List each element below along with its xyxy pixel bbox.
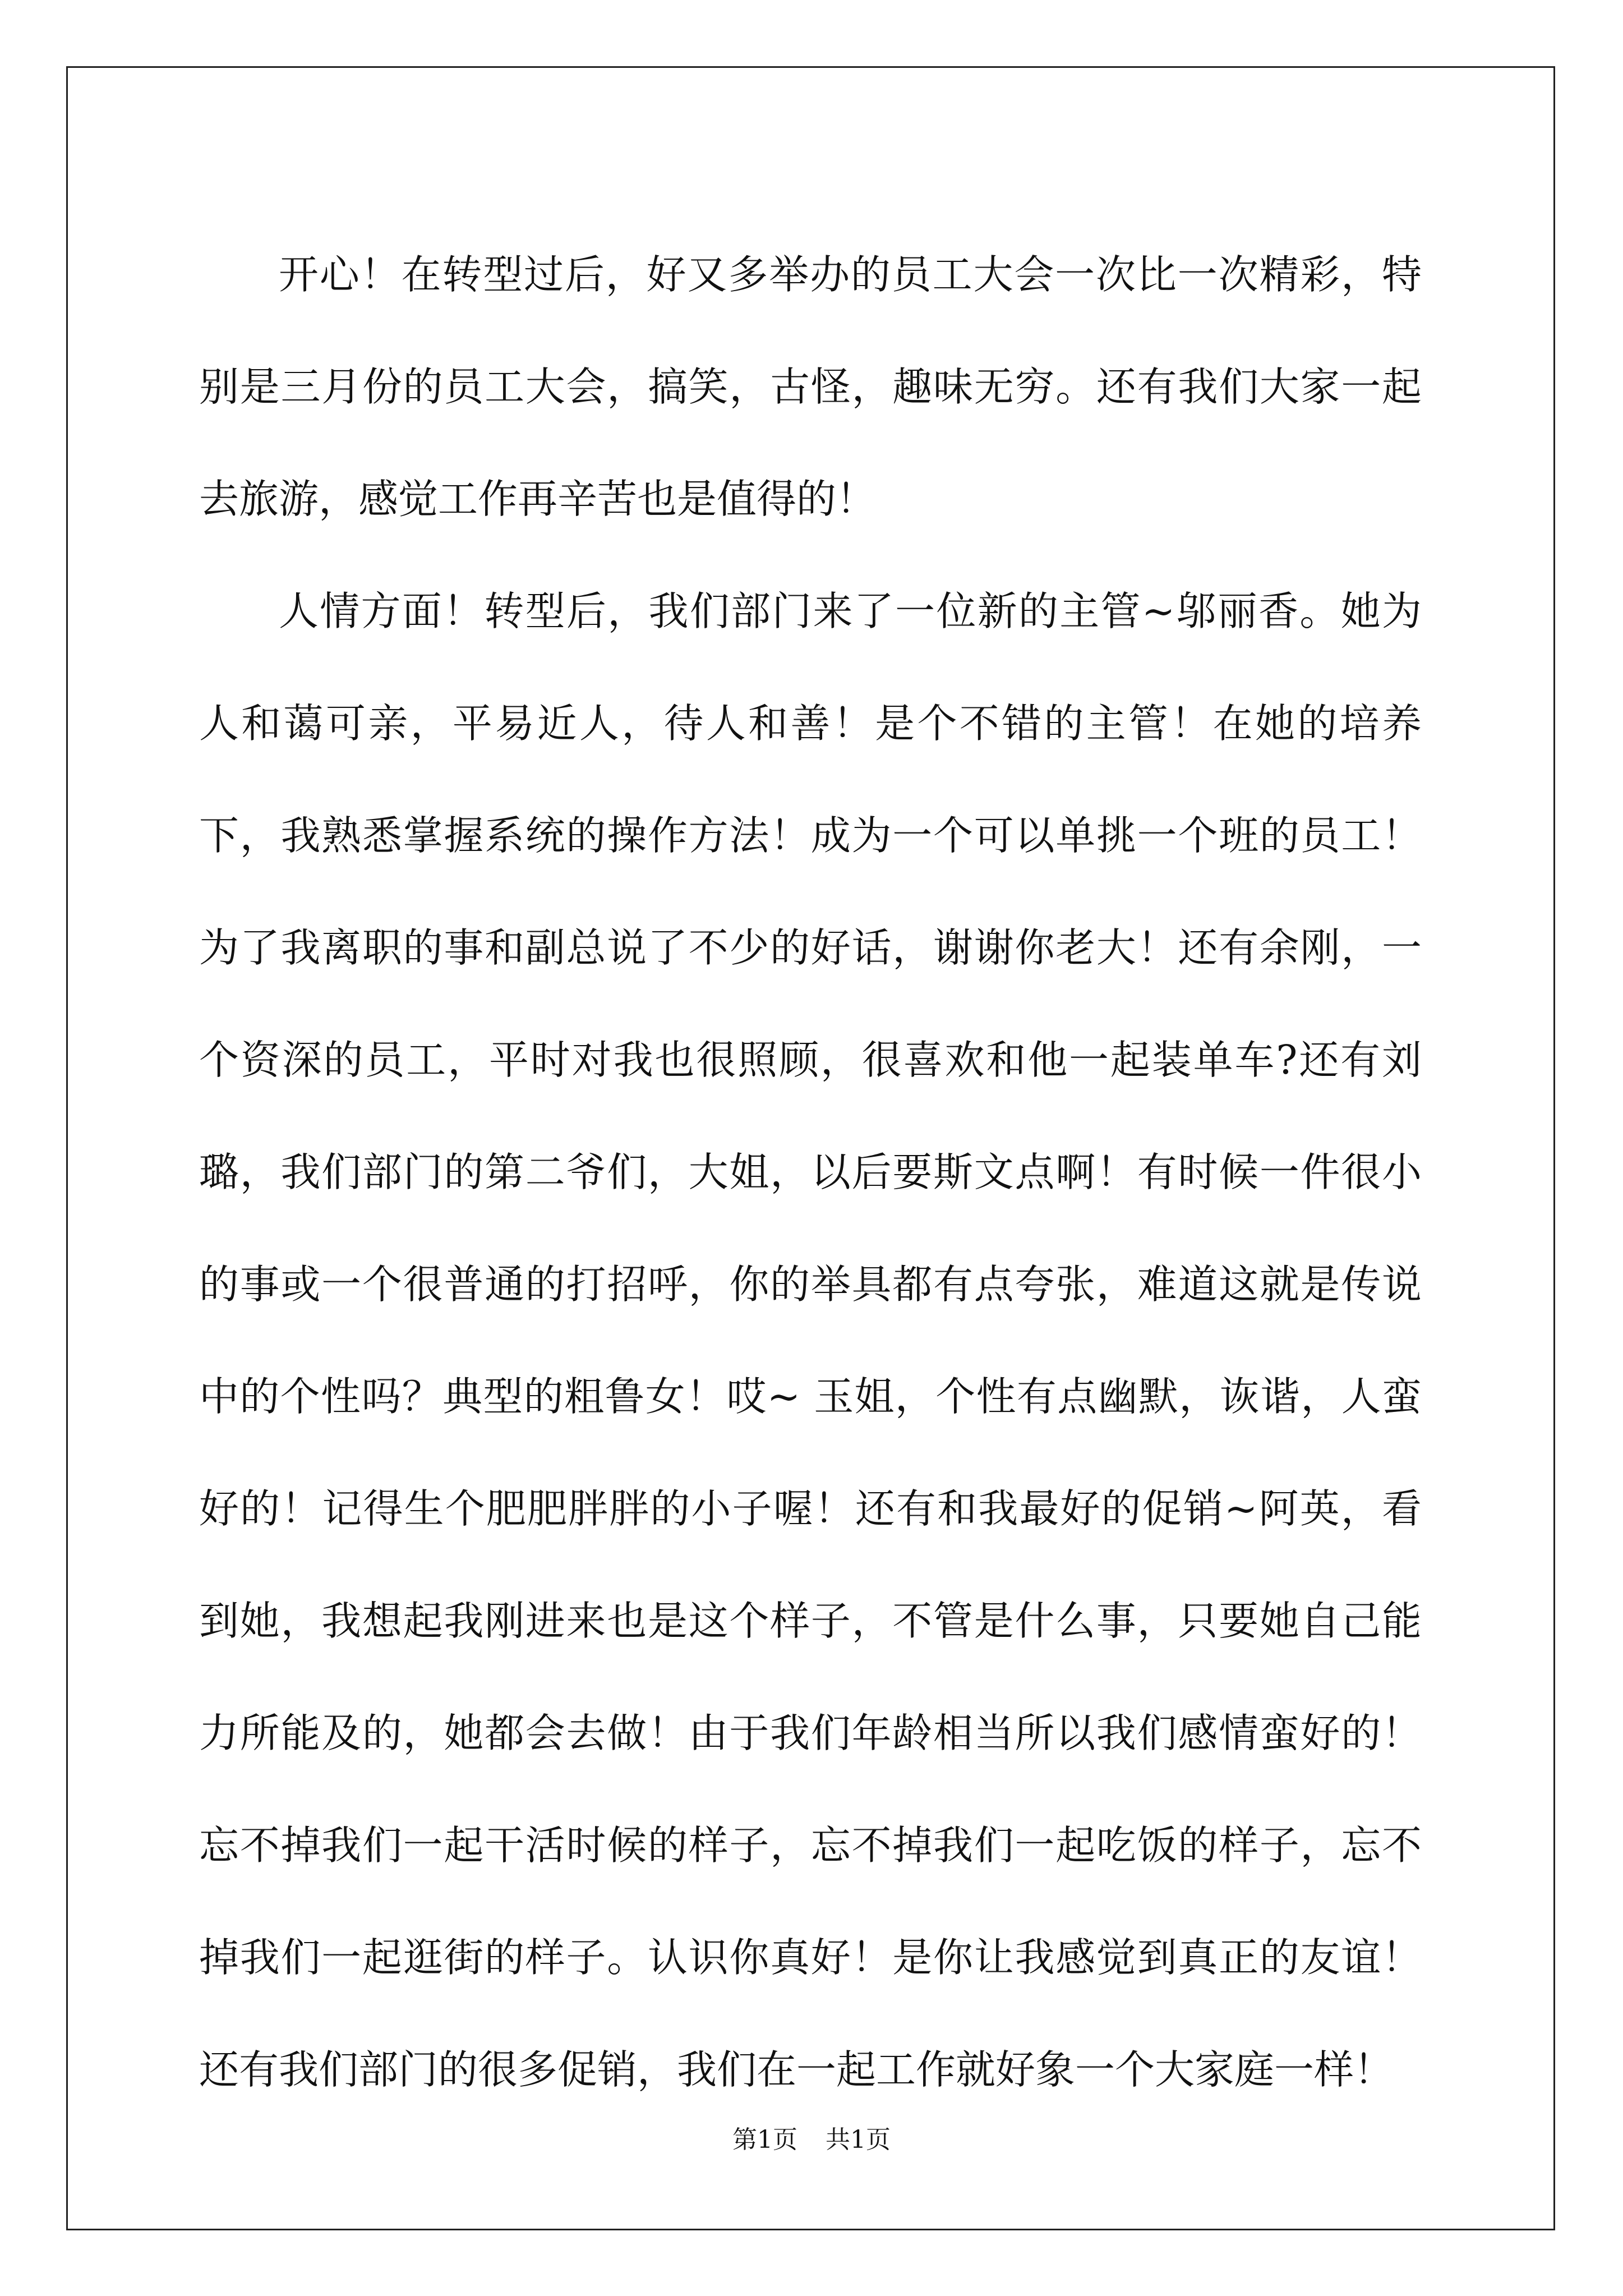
page-footer	[0, 2123, 1623, 2157]
page-number-total: 共1页	[826, 2125, 891, 2154]
page-number-current: 第1页	[732, 2125, 797, 2154]
document-body	[199, 219, 1422, 2126]
paragraph-1: 开心！在转型过后，好又多举办的员工大会一次比一次精彩，特别是三月份的员工大会，搞笑，古怪，趣味无穷。还有我们大家一起去旅游，感觉工作再辛苦也是值得的！	[199, 251, 1422, 522]
paragraph-2: 人情方面！转型后，我们部门来了一位新的主管~邬丽香。她为人和蔼可亲，平易近人，待人和善！是个不错的主管！在她的培养下，我熟悉掌握系统的操作方法！成为一个可以单挑一个班的员工！为了我离职的事和副总说了不少的好话，谢谢你老大！还有余刚，一个资深的员工，平时对我也很照顾，很喜欢和他一起装单车?还有刘璐，我们部门的第二爷们，大姐，以后要斯文点啊！有时候一件很小的事或一个很普通的打招呼，你的举具都有点夸张，难道这就是传说中的个性吗？典型的粗鲁女！哎~ 玉姐，个性有点幽默，诙谐，人蛮好的！记得生个肥肥胖胖的小子喔！还有和我最好的促销~阿英，看到她，我想起我刚进来也是这个样子，不管是什么事，只要她自己能力所能及的，她都会去做！由于我们年龄相当所以我们感情蛮好的！忘不掉我们一起干活时候的样子，忘不掉我们一起吃饭的样子，忘不掉我们一起逛街的样子。认识你真好！是你让我感觉到真正的友谊！还有我们部门的很多促销，我们在一起工作就好象一个大家庭一样！	[199, 588, 1422, 2093]
